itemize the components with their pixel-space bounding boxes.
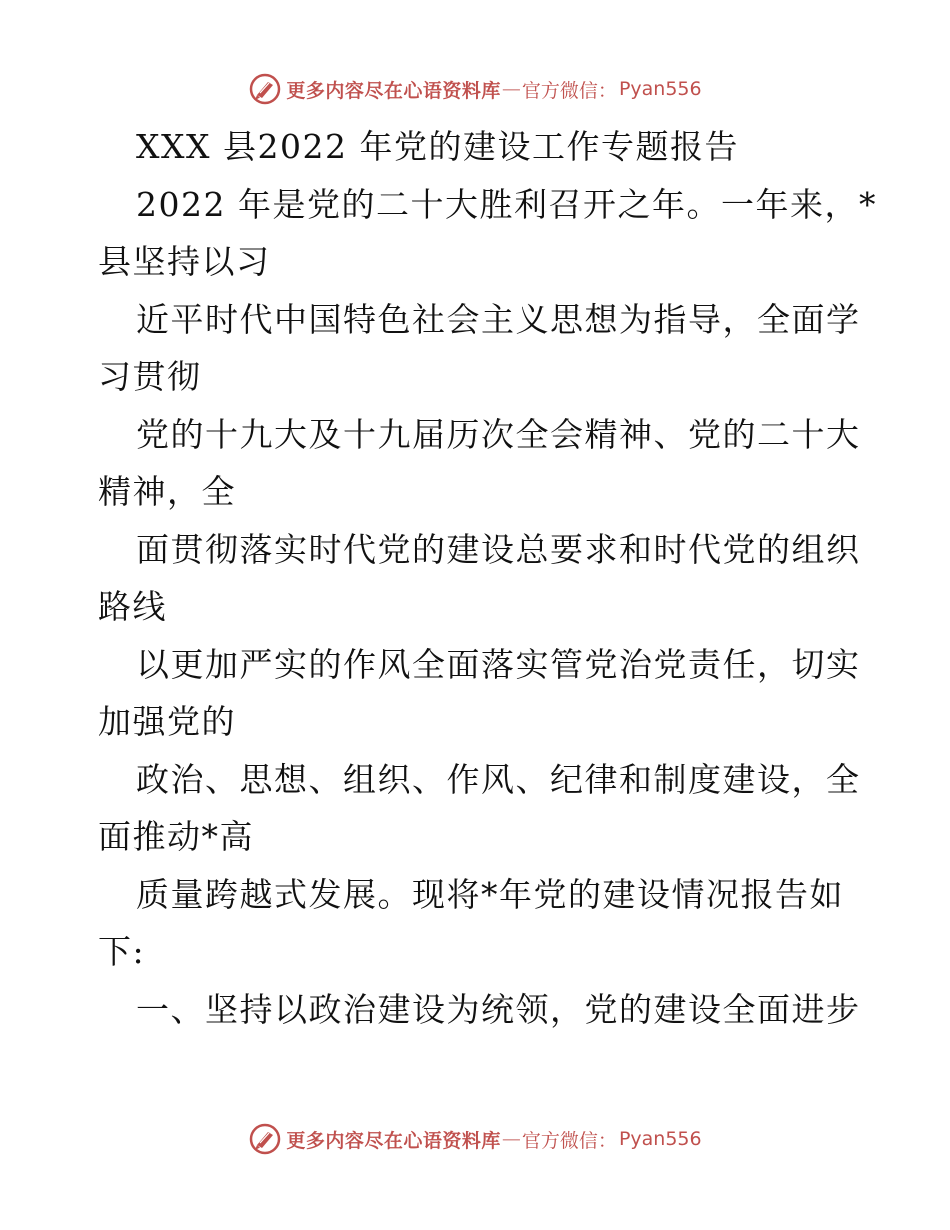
logo-icon <box>248 1122 282 1156</box>
text-line: 政治、思想、组织、作风、纪律和制度建设，全 <box>136 759 861 799</box>
text-line: 面贯彻落实时代党的建设总要求和时代党的组织 <box>136 529 861 569</box>
text-line: 习贯彻 <box>98 357 202 396</box>
header-watermark <box>0 72 950 106</box>
watermark-wechat-id: Pyan556 <box>618 78 702 100</box>
text-line: 精神，全 <box>98 472 236 511</box>
logo-icon <box>248 72 282 106</box>
text-line: 加强党的 <box>98 702 236 741</box>
text-line: 质量跨越式发展。现将*年党的建设情况报告如 <box>136 874 844 914</box>
watermark-dash: — <box>501 1128 521 1150</box>
watermark-sub-text: 官方微信： <box>521 1129 617 1152</box>
text-line: 2022 年是党的二十大胜利召开之年。一年来，* <box>136 184 877 224</box>
watermark-wechat-id: Pyan556 <box>618 1128 702 1150</box>
watermark-dash: — <box>501 78 521 100</box>
text-line: 县坚持以习 <box>98 242 271 281</box>
text-line: 以更加严实的作风全面落实管党治党责任，切实 <box>136 644 861 684</box>
text-line: 路线 <box>98 587 167 626</box>
section-heading: 一、坚持以政治建设为统领，党的建设全面进步 <box>136 989 861 1029</box>
watermark-main-text: 更多内容尽在心语资料库 <box>286 1129 501 1152</box>
text-line: 面推动*高 <box>98 817 254 856</box>
footer-watermark <box>0 1122 950 1156</box>
watermark-main-text: 更多内容尽在心语资料库 <box>286 79 501 102</box>
text-line: 党的十九大及十九届历次全会精神、党的二十大 <box>136 414 861 454</box>
text-line: 下: <box>98 932 146 971</box>
document-body <box>98 118 877 1038</box>
watermark-sub-text: 官方微信： <box>521 79 617 102</box>
document-title: XXX 县2022 年党的建设工作专题报告 <box>136 127 739 166</box>
text-line: 近平时代中国特色社会主义思想为指导，全面学 <box>136 299 861 339</box>
